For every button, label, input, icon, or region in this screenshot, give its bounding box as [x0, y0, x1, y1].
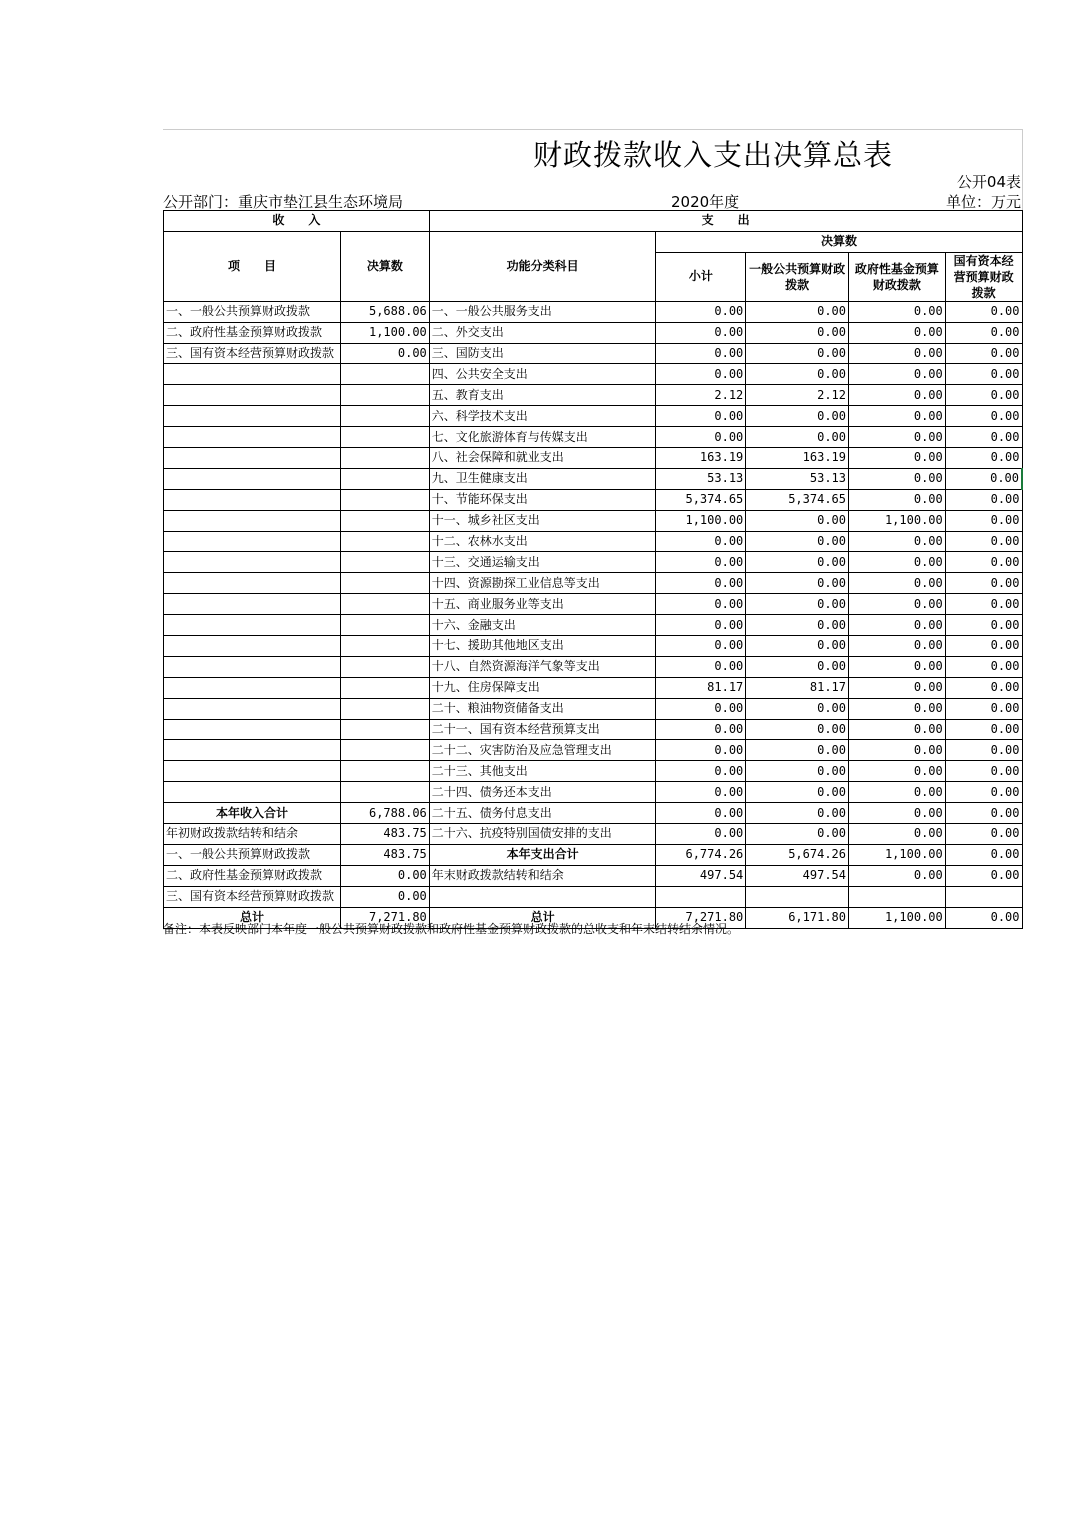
table-row	[164, 468, 1023, 489]
income-item-cell[interactable]	[164, 636, 341, 657]
general-budget-cell[interactable]: 2.12	[746, 385, 849, 406]
subtotal-cell[interactable]: 0.00	[656, 552, 746, 573]
general-budget-cell[interactable]: 0.00	[746, 803, 849, 824]
state-capital-cell[interactable]: 0.00	[945, 510, 1022, 531]
income-amount-cell[interactable]: 0.00	[340, 886, 429, 907]
subtotal-cell[interactable]: 2.12	[656, 385, 746, 406]
general-budget-cell[interactable]: 0.00	[746, 301, 849, 322]
income-amount-cell[interactable]	[340, 364, 429, 385]
gov-fund-cell[interactable]: 0.00	[849, 552, 946, 573]
state-capital-cell[interactable]: 0.00	[945, 552, 1022, 573]
table-row	[164, 761, 1023, 782]
subtotal-cell[interactable]: 0.00	[656, 824, 746, 845]
gov-fund-cell[interactable]: 0.00	[849, 656, 946, 677]
gov-fund-cell[interactable]: 1,100.00	[849, 510, 946, 531]
expense-item-cell[interactable]: 八、社会保障和就业支出	[429, 448, 656, 469]
table-row	[164, 427, 1023, 448]
general-budget-cell[interactable]: 0.00	[746, 698, 849, 719]
table-row	[164, 615, 1023, 636]
table-row	[164, 552, 1023, 573]
income-item-cell[interactable]: 年初财政拨款结转和结余	[164, 824, 341, 845]
income-item-cell[interactable]	[164, 573, 341, 594]
income-item-cell[interactable]: 一、一般公共预算财政拨款	[164, 301, 341, 322]
state-capital-cell[interactable]: 0.00	[945, 907, 1022, 928]
income-item-cell[interactable]	[164, 531, 341, 552]
expense-item-cell[interactable]: 三、国防支出	[429, 343, 656, 364]
expense-item-cell[interactable]: 二、外交支出	[429, 322, 656, 343]
income-item-cell[interactable]: 二、政府性基金预算财政拨款	[164, 322, 341, 343]
income-item-cell[interactable]: 本年收入合计	[164, 803, 341, 824]
subtotal-cell[interactable]: 5,374.65	[656, 489, 746, 510]
general-budget-cell[interactable]: 0.00	[746, 636, 849, 657]
subtotal-cell[interactable]: 0.00	[656, 761, 746, 782]
state-capital-cell[interactable]: 0.00	[945, 448, 1022, 469]
income-amount-cell[interactable]: 0.00	[340, 343, 429, 364]
state-capital-cell[interactable]: 0.00	[945, 427, 1022, 448]
department-label: 公开部门：重庆市垫江县生态环境局	[163, 193, 404, 211]
gov-fund-cell[interactable]: 1,100.00	[849, 907, 946, 928]
state-capital-cell[interactable]: 0.00	[945, 406, 1022, 427]
income-amount-cell[interactable]: 6,788.06	[340, 803, 429, 824]
expense-item-cell[interactable]: 十三、交通运输支出	[429, 552, 656, 573]
state-capital-cell[interactable]: 0.00	[945, 656, 1022, 677]
gov-fund-cell[interactable]: 1,100.00	[849, 844, 946, 865]
subtotal-cell[interactable]: 0.00	[656, 803, 746, 824]
general-budget-cell[interactable]: 0.00	[746, 573, 849, 594]
income-item-cell[interactable]	[164, 719, 341, 740]
expense-item-cell[interactable]: 九、卫生健康支出	[429, 468, 656, 489]
general-budget-cell[interactable]: 0.00	[746, 531, 849, 552]
general-budget-cell[interactable]: 0.00	[746, 740, 849, 761]
gov-fund-cell[interactable]: 0.00	[849, 489, 946, 510]
subtotal-cell[interactable]	[656, 886, 746, 907]
subtotal-cell[interactable]: 0.00	[656, 364, 746, 385]
income-amount-cell[interactable]	[340, 636, 429, 657]
state-capital-cell[interactable]: 0.00	[945, 489, 1022, 510]
table-row	[164, 824, 1023, 845]
expense-item-cell[interactable]: 一、一般公共服务支出	[429, 301, 656, 322]
table-row	[164, 677, 1023, 698]
table-row	[164, 886, 1023, 907]
state-capital-cell[interactable]: 0.00	[945, 761, 1022, 782]
amount-header: 决算数	[340, 231, 429, 301]
subtotal-cell[interactable]: 81.17	[656, 677, 746, 698]
general-budget-cell[interactable]: 0.00	[746, 719, 849, 740]
expense-item-cell[interactable]: 十七、援助其他地区支出	[429, 636, 656, 657]
state-capital-cell[interactable]	[945, 886, 1022, 907]
general-budget-cell[interactable]: 0.00	[746, 761, 849, 782]
gov-fund-cell[interactable]: 0.00	[849, 301, 946, 322]
table-row	[164, 636, 1023, 657]
subtotal-header: 小计	[656, 252, 746, 301]
subtotal-cell[interactable]: 0.00	[656, 573, 746, 594]
state-capital-cell[interactable]: 0.00	[945, 865, 1022, 886]
income-amount-cell[interactable]: 7,271.80	[340, 907, 429, 928]
budget-table	[163, 210, 1023, 929]
state-capital-cell[interactable]: 0.00	[945, 615, 1022, 636]
income-amount-cell[interactable]	[340, 761, 429, 782]
expense-item-cell[interactable]: 五、教育支出	[429, 385, 656, 406]
subtotal-cell[interactable]: 497.54	[656, 865, 746, 886]
gov-fund-cell[interactable]: 0.00	[849, 343, 946, 364]
income-item-cell[interactable]	[164, 468, 341, 489]
subtotal-cell[interactable]: 0.00	[656, 656, 746, 677]
subtotal-cell[interactable]: 0.00	[656, 740, 746, 761]
gov-fund-cell[interactable]: 0.00	[849, 594, 946, 615]
income-item-cell[interactable]	[164, 448, 341, 469]
gov-fund-cell[interactable]: 0.00	[849, 322, 946, 343]
gov-fund-cell[interactable]: 0.00	[849, 803, 946, 824]
state-capital-cell[interactable]: 0.00	[945, 364, 1022, 385]
state-capital-cell[interactable]: 0.00	[945, 844, 1022, 865]
table-row	[164, 865, 1023, 886]
state-capital-cell[interactable]: 0.00	[945, 594, 1022, 615]
subtotal-cell[interactable]: 7,271.80	[656, 907, 746, 928]
state-capital-cell[interactable]: 0.00	[945, 803, 1022, 824]
general-budget-cell[interactable]: 0.00	[746, 824, 849, 845]
general-budget-cell[interactable]: 5,674.26	[746, 844, 849, 865]
income-item-cell[interactable]	[164, 782, 341, 803]
subtotal-cell[interactable]: 0.00	[656, 531, 746, 552]
gov-fund-cell[interactable]: 0.00	[849, 636, 946, 657]
gov-fund-cell[interactable]: 0.00	[849, 824, 946, 845]
subtotal-cell[interactable]: 163.19	[656, 448, 746, 469]
gov-fund-cell[interactable]: 0.00	[849, 385, 946, 406]
income-amount-cell[interactable]	[340, 448, 429, 469]
gov-fund-cell[interactable]: 0.00	[849, 719, 946, 740]
income-item-cell[interactable]	[164, 677, 341, 698]
table-row	[164, 364, 1023, 385]
gov-fund-cell[interactable]: 0.00	[849, 677, 946, 698]
general-budget-cell[interactable]: 5,374.65	[746, 489, 849, 510]
general-budget-cell[interactable]: 497.54	[746, 865, 849, 886]
income-item-cell[interactable]	[164, 489, 341, 510]
func-category-header: 功能分类科目	[429, 231, 656, 301]
general-budget-cell[interactable]: 163.19	[746, 448, 849, 469]
subtotal-cell[interactable]: 53.13	[656, 468, 746, 489]
state-capital-cell[interactable]: 0.00	[945, 301, 1022, 322]
gov-fund-cell[interactable]: 0.00	[849, 531, 946, 552]
income-item-cell[interactable]	[164, 364, 341, 385]
income-amount-cell[interactable]	[340, 573, 429, 594]
state-capital-cell[interactable]: 0.00	[945, 719, 1022, 740]
general-budget-cell[interactable]: 0.00	[746, 427, 849, 448]
subtotal-cell[interactable]: 6,774.26	[656, 844, 746, 865]
state-capital-cell[interactable]: 0.00	[945, 531, 1022, 552]
expense-item-cell[interactable]: 十五、商业服务业等支出	[429, 594, 656, 615]
income-amount-cell[interactable]	[340, 656, 429, 677]
expense-item-cell[interactable]: 二十一、国有资本经营预算支出	[429, 719, 656, 740]
expense-item-cell[interactable]: 二十五、债务付息支出	[429, 803, 656, 824]
table-row	[164, 343, 1023, 364]
expense-item-cell[interactable]	[429, 886, 656, 907]
table-row	[164, 740, 1023, 761]
income-item-cell[interactable]	[164, 594, 341, 615]
general-budget-cell[interactable]: 0.00	[746, 406, 849, 427]
income-amount-cell[interactable]: 1,100.00	[340, 322, 429, 343]
general-budget-cell[interactable]: 0.00	[746, 782, 849, 803]
table-row	[164, 385, 1023, 406]
expense-item-cell[interactable]: 四、公共安全支出	[429, 364, 656, 385]
expense-item-cell[interactable]: 十八、自然资源海洋气象等支出	[429, 656, 656, 677]
state-capital-cell[interactable]: 0.00	[945, 740, 1022, 761]
general-budget-cell[interactable]: 0.00	[746, 322, 849, 343]
subtotal-cell[interactable]: 0.00	[656, 719, 746, 740]
gov-fund-cell[interactable]: 0.00	[849, 761, 946, 782]
table-row	[164, 510, 1023, 531]
income-item-cell[interactable]	[164, 552, 341, 573]
table-row	[164, 719, 1023, 740]
general-budget-cell[interactable]: 0.00	[746, 510, 849, 531]
income-amount-cell[interactable]: 5,688.06	[340, 301, 429, 322]
income-amount-cell[interactable]	[340, 615, 429, 636]
form-number: 公开04表	[956, 173, 1021, 191]
income-amount-cell[interactable]	[340, 552, 429, 573]
sheet-top-border	[163, 129, 1023, 130]
income-amount-cell[interactable]	[340, 677, 429, 698]
table-row	[164, 489, 1023, 510]
item-header: 项 目	[164, 231, 341, 301]
income-item-cell[interactable]	[164, 385, 341, 406]
income-item-cell[interactable]: 一、一般公共预算财政拨款	[164, 844, 341, 865]
income-item-cell[interactable]	[164, 510, 341, 531]
report-title: 财政拨款收入支出决算总表	[533, 138, 894, 172]
gov-fund-cell[interactable]: 0.00	[849, 448, 946, 469]
income-amount-cell[interactable]	[340, 510, 429, 531]
expense-item-cell[interactable]: 二十四、债务还本支出	[429, 782, 656, 803]
income-item-cell[interactable]	[164, 698, 341, 719]
general-budget-cell[interactable]: 0.00	[746, 364, 849, 385]
income-amount-cell[interactable]: 483.75	[340, 844, 429, 865]
income-item-cell[interactable]	[164, 761, 341, 782]
state-capital-cell[interactable]: 0.00	[945, 573, 1022, 594]
table-row	[164, 531, 1023, 552]
income-item-cell[interactable]	[164, 740, 341, 761]
income-item-cell[interactable]: 二、政府性基金预算财政拨款	[164, 865, 341, 886]
gov-fund-cell[interactable]: 0.00	[849, 615, 946, 636]
final-amount-header: 决算数	[656, 231, 1022, 252]
unit-label: 单位：万元	[945, 193, 1021, 211]
income-amount-cell[interactable]	[340, 427, 429, 448]
state-capital-cell[interactable]: 0.00	[945, 698, 1022, 719]
general-budget-cell[interactable]: 6,171.80	[746, 907, 849, 928]
general-budget-cell[interactable]: 0.00	[746, 343, 849, 364]
expense-item-cell[interactable]: 二十六、抗疫特别国债安排的支出	[429, 824, 656, 845]
gov-fund-cell[interactable]: 0.00	[849, 865, 946, 886]
state-capital-cell[interactable]: 0.00	[945, 677, 1022, 698]
subtotal-cell[interactable]: 0.00	[656, 636, 746, 657]
table-row	[164, 322, 1023, 343]
subtotal-cell[interactable]: 0.00	[656, 343, 746, 364]
expense-item-cell[interactable]: 十九、住房保障支出	[429, 677, 656, 698]
income-item-cell[interactable]	[164, 656, 341, 677]
income-item-cell[interactable]: 总计	[164, 907, 341, 928]
subtotal-cell[interactable]: 0.00	[656, 322, 746, 343]
income-item-cell[interactable]	[164, 427, 341, 448]
gov-fund-cell[interactable]: 0.00	[849, 427, 946, 448]
expense-item-cell[interactable]: 二十三、其他支出	[429, 761, 656, 782]
subtotal-cell[interactable]: 0.00	[656, 406, 746, 427]
income-item-cell[interactable]	[164, 406, 341, 427]
table-row	[164, 406, 1023, 427]
subtotal-cell[interactable]: 0.00	[656, 427, 746, 448]
state-capital-cell[interactable]: 0.00	[945, 636, 1022, 657]
income-amount-cell[interactable]: 0.00	[340, 865, 429, 886]
income-amount-cell[interactable]	[340, 594, 429, 615]
income-amount-cell[interactable]	[340, 698, 429, 719]
subtotal-cell[interactable]: 1,100.00	[656, 510, 746, 531]
subtotal-cell[interactable]: 0.00	[656, 301, 746, 322]
income-item-cell[interactable]	[164, 615, 341, 636]
table-row	[164, 844, 1023, 865]
general-budget-cell[interactable]: 0.00	[746, 615, 849, 636]
income-amount-cell[interactable]	[340, 719, 429, 740]
income-amount-cell[interactable]	[340, 489, 429, 510]
state-capital-cell[interactable]: 0.00	[945, 343, 1022, 364]
income-amount-cell[interactable]	[340, 531, 429, 552]
state-capital-header: 国有资本经营预算财政拨款	[945, 252, 1022, 301]
subtotal-cell[interactable]: 0.00	[656, 698, 746, 719]
state-capital-cell[interactable]: 0.00	[945, 782, 1022, 803]
expense-item-cell[interactable]: 本年支出合计	[429, 844, 656, 865]
general-budget-header: 一般公共预算财政拨款	[746, 252, 849, 301]
general-budget-cell[interactable]: 81.17	[746, 677, 849, 698]
expense-item-cell[interactable]: 二十、粮油物资储备支出	[429, 698, 656, 719]
fiscal-year: 2020年度	[671, 193, 740, 211]
general-budget-cell[interactable]	[746, 886, 849, 907]
footnote: 备注：本表反映部门本年度一般公共预算财政拨款和政府性基金预算财政拨款的总收支和年末结转结余情况。	[163, 922, 740, 936]
state-capital-cell[interactable]: 0.00	[945, 322, 1022, 343]
expense-item-cell[interactable]: 十、节能环保支出	[429, 489, 656, 510]
table-row	[164, 594, 1023, 615]
expense-item-cell[interactable]: 年末财政拨款结转和结余	[429, 865, 656, 886]
gov-fund-cell[interactable]: 0.00	[849, 406, 946, 427]
subtotal-cell[interactable]: 0.00	[656, 594, 746, 615]
gov-fund-cell[interactable]	[849, 886, 946, 907]
gov-fund-cell[interactable]: 0.00	[849, 740, 946, 761]
table-row	[164, 803, 1023, 824]
expense-header: 支 出	[429, 211, 1022, 232]
gov-fund-cell[interactable]: 0.00	[849, 698, 946, 719]
state-capital-cell[interactable]: 0.00	[945, 385, 1022, 406]
gov-fund-cell[interactable]: 0.00	[849, 364, 946, 385]
subtotal-cell[interactable]: 0.00	[656, 615, 746, 636]
gov-fund-cell[interactable]: 0.00	[849, 782, 946, 803]
table-row	[164, 448, 1023, 469]
general-budget-cell[interactable]: 53.13	[746, 468, 849, 489]
table-row	[164, 698, 1023, 719]
table-row	[164, 573, 1023, 594]
general-budget-cell[interactable]: 0.00	[746, 552, 849, 573]
table-row	[164, 782, 1023, 803]
general-budget-cell[interactable]: 0.00	[746, 594, 849, 615]
state-capital-cell[interactable]: 0.00	[945, 468, 1022, 489]
income-item-cell[interactable]: 三、国有资本经营预算财政拨款	[164, 343, 341, 364]
expense-item-cell[interactable]: 六、科学技术支出	[429, 406, 656, 427]
state-capital-cell[interactable]: 0.00	[945, 824, 1022, 845]
gov-fund-cell[interactable]: 0.00	[849, 573, 946, 594]
expense-item-cell[interactable]: 总计	[429, 907, 656, 928]
table-row	[164, 656, 1023, 677]
income-amount-cell[interactable]: 483.75	[340, 824, 429, 845]
subtotal-cell[interactable]: 0.00	[656, 782, 746, 803]
expense-item-cell[interactable]: 十一、城乡社区支出	[429, 510, 656, 531]
income-amount-cell[interactable]	[340, 468, 429, 489]
income-amount-cell[interactable]	[340, 740, 429, 761]
expense-item-cell[interactable]: 十二、农林水支出	[429, 531, 656, 552]
table-row	[164, 301, 1023, 322]
income-amount-cell[interactable]	[340, 385, 429, 406]
gov-fund-cell[interactable]: 0.00	[849, 468, 946, 489]
income-header: 收 入	[164, 211, 430, 232]
expense-item-cell[interactable]: 二十二、灾害防治及应急管理支出	[429, 740, 656, 761]
income-item-cell[interactable]: 三、国有资本经营预算财政拨款	[164, 886, 341, 907]
gov-fund-header: 政府性基金预算财政拨款	[849, 252, 946, 301]
general-budget-cell[interactable]: 0.00	[746, 656, 849, 677]
expense-item-cell[interactable]: 七、文化旅游体育与传媒支出	[429, 427, 656, 448]
expense-item-cell[interactable]: 十六、金融支出	[429, 615, 656, 636]
income-amount-cell[interactable]	[340, 782, 429, 803]
expense-item-cell[interactable]: 十四、资源勘探工业信息等支出	[429, 573, 656, 594]
income-amount-cell[interactable]	[340, 406, 429, 427]
